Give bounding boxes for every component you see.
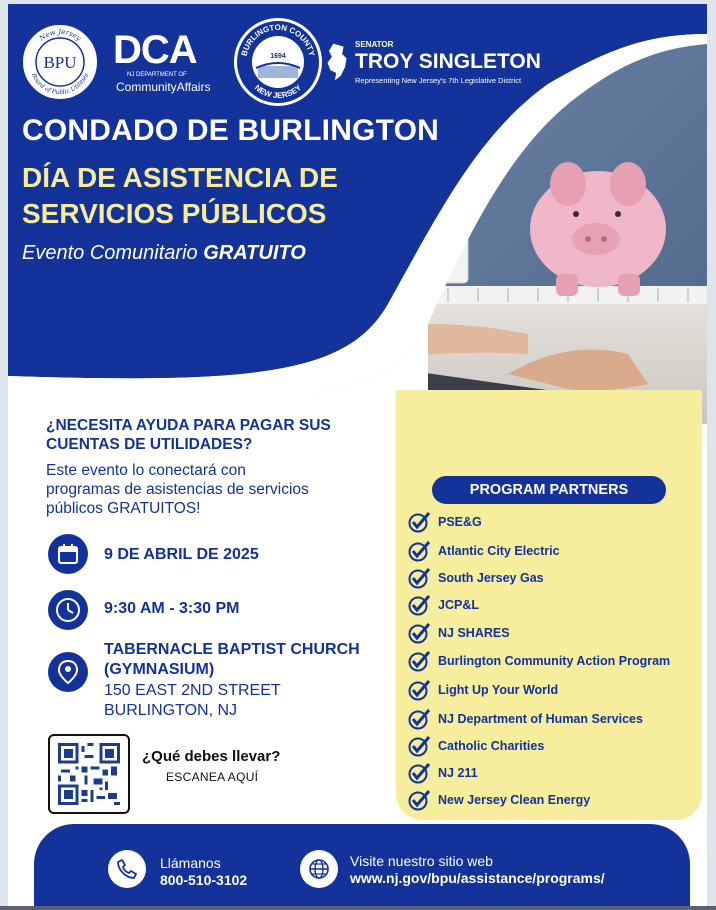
subtitle <box>22 242 306 265</box>
dca-logo-sub-small: NJ DEPARTMENT OF <box>127 72 187 78</box>
call-label: Llámanos <box>160 855 221 871</box>
check-circle-icon <box>408 540 432 562</box>
new-jersey-silhouette-icon <box>326 38 348 86</box>
partner-name: Light Up Your World <box>438 683 559 697</box>
title-line-2: SERVICIOS PÚBLICOS <box>22 198 327 229</box>
check-circle-icon <box>408 511 432 533</box>
partner-name: NJ Department of Human Services <box>438 712 643 726</box>
seal-year: 1694 <box>270 53 286 60</box>
senator-district: Representing New Jersey's 7th Legislative District <box>355 76 522 85</box>
check-circle-icon <box>408 708 432 730</box>
seal-ring-top: BURLINGTON COUNTY <box>239 22 317 58</box>
website-link[interactable]: www.nj.gov/bpu/assistance/programs/ <box>350 870 605 886</box>
qr-code[interactable] <box>48 734 130 814</box>
list-item <box>408 594 479 616</box>
phone-icon <box>108 850 146 888</box>
partner-name: PSE&G <box>438 515 482 529</box>
check-circle-icon <box>408 622 432 644</box>
bottom-strip <box>0 906 716 910</box>
subtitle-prefix: Evento Comunitario <box>22 242 204 264</box>
list-item <box>408 789 590 811</box>
title-line-1: DÍA DE ASISTENCIA DE <box>22 162 338 193</box>
senator-name: TROY SINGLETON <box>355 50 541 73</box>
bpu-logo-text: BPU <box>43 53 77 72</box>
calendar-icon <box>48 534 88 574</box>
partner-name: Catholic Charities <box>438 739 545 753</box>
help-question: ¿NECESITA AYUDA PARA PAGAR SUS CUENTAS DE UTILIDADES? <box>46 417 331 453</box>
globe-icon <box>300 850 338 888</box>
dca-logo-text: DCA <box>113 28 197 72</box>
check-circle-icon <box>408 594 432 616</box>
check-circle-icon <box>408 762 432 784</box>
dca-logo <box>113 28 225 98</box>
title-county: CONDADO DE BURLINGTON <box>22 114 439 147</box>
footer <box>34 824 690 906</box>
partner-name: JCP&L <box>438 598 479 612</box>
partner-name: South Jersey Gas <box>438 571 544 585</box>
check-circle-icon <box>408 735 432 757</box>
check-circle-icon <box>408 567 432 589</box>
check-circle-icon <box>408 789 432 811</box>
clock-icon <box>48 590 88 630</box>
partner-name: New Jersey Clean Energy <box>438 793 591 807</box>
venue-line-1: TABERNACLE BAPTIST CHURCH <box>104 641 360 658</box>
county-seal <box>234 18 322 106</box>
bpu-ring-bottom: Board of Public Utilities <box>29 72 91 97</box>
address-line-1: 150 EAST 2ND STREET <box>104 682 281 699</box>
partner-name: Atlantic City Electric <box>438 544 560 558</box>
partner-name: Burlington Community Action Program <box>438 654 671 668</box>
check-circle-icon <box>408 679 432 701</box>
scan-here-label: ESCANEA AQUÍ <box>166 770 259 784</box>
senator-label: SENATOR <box>355 40 394 49</box>
list-item <box>408 511 482 533</box>
check-circle-icon <box>408 650 432 672</box>
svg-text:New Jersey <box>37 28 83 43</box>
list-item <box>408 762 478 784</box>
event-date: 9 DE ABRIL DE 2025 <box>104 546 259 563</box>
partner-name: NJ SHARES <box>438 626 510 640</box>
list-item <box>408 567 544 589</box>
phone-number[interactable]: 800-510-3102 <box>160 872 248 888</box>
event-time: 9:30 AM - 3:30 PM <box>104 600 240 617</box>
dca-logo-sub-large: CommunityAffairs <box>116 80 211 94</box>
help-description: Este evento lo conectará con programas de asistencias de servicios públicos GRATUITOS! <box>46 462 309 517</box>
subtitle-bold: GRATUITO <box>203 242 306 264</box>
bpu-logo <box>20 22 100 102</box>
program-partners-title: PROGRAM PARTNERS <box>432 476 666 504</box>
flyer-page <box>8 4 707 906</box>
location-pin-icon <box>48 652 88 692</box>
partner-name: NJ 211 <box>438 766 478 780</box>
bpu-ring-top: New Jersey <box>37 27 83 43</box>
what-to-bring-question: ¿Qué debes llevar? <box>142 748 281 765</box>
list-item <box>408 735 544 757</box>
list-item <box>408 540 560 562</box>
address-line-2: BURLINGTON, NJ <box>104 702 238 719</box>
list-item <box>408 650 670 672</box>
list-item <box>408 708 643 730</box>
seal-ring-bottom: NEW JERSEY <box>252 83 304 101</box>
website-label: Visite nuestro sitio web <box>350 853 493 869</box>
list-item <box>408 622 510 644</box>
list-item <box>408 679 558 701</box>
venue-line-2: (GYMNASIUM) <box>104 661 215 678</box>
